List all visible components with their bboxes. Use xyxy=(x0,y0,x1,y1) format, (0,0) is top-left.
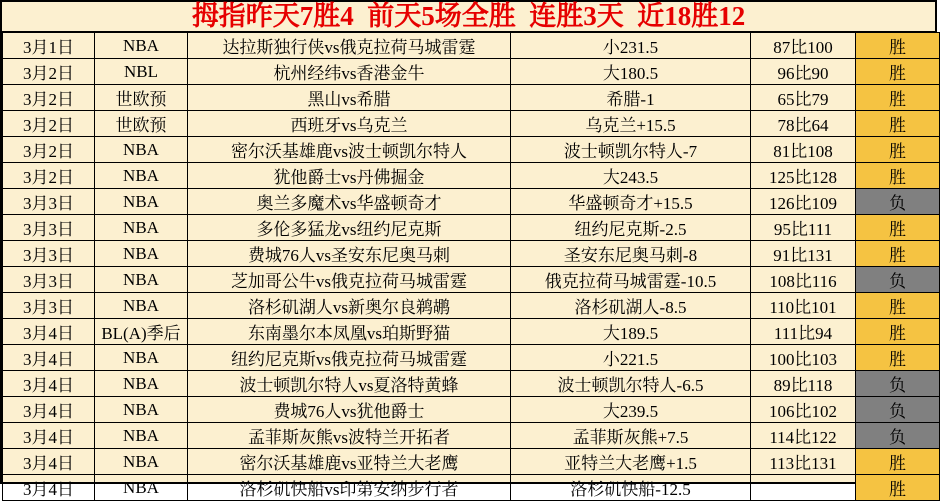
cell-league: NBA xyxy=(95,215,188,241)
cell-date: 3月3日 xyxy=(3,215,95,241)
table-row xyxy=(3,33,940,59)
cell-bet: 圣安东尼奥马刺-8 xyxy=(511,241,751,267)
page-title: 拇指昨天7胜4 前天5场全胜 连胜3天 近18胜12 xyxy=(2,2,935,32)
cell-score: 114比122 xyxy=(751,423,856,449)
cell-league: BL(A)季后 xyxy=(95,319,188,345)
table-row xyxy=(3,189,940,215)
cell-match: 纽约尼克斯vs俄克拉荷马城雷霆 xyxy=(188,345,511,371)
cell-league: 世欧预 xyxy=(95,111,188,137)
table-row xyxy=(3,371,940,397)
cell-match: 波士顿凯尔特人vs夏洛特黄蜂 xyxy=(188,371,511,397)
table-row xyxy=(3,397,940,423)
cell-result: 负 xyxy=(856,423,940,449)
cell-score: 95比111 xyxy=(751,215,856,241)
cell-score: 108比116 xyxy=(751,267,856,293)
cell-score: 125比128 xyxy=(751,163,856,189)
cell-bet: 洛杉矶快船-12.5 xyxy=(511,475,751,501)
table-row xyxy=(3,85,940,111)
cell-date: 3月3日 xyxy=(3,293,95,319)
cell-league: NBA xyxy=(95,137,188,163)
cell-league: NBA xyxy=(95,449,188,475)
cell-league: NBA xyxy=(95,267,188,293)
cell-bet: 波士顿凯尔特人-7 xyxy=(511,137,751,163)
cell-match: 东南墨尔本凤凰vs珀斯野猫 xyxy=(188,319,511,345)
cell-result: 胜 xyxy=(856,59,940,85)
cell-result: 胜 xyxy=(856,215,940,241)
table-row xyxy=(3,215,940,241)
cell-score: 81比108 xyxy=(751,137,856,163)
cell-score: 126比109 xyxy=(751,189,856,215)
cell-date: 3月1日 xyxy=(3,33,95,59)
cell-date: 3月4日 xyxy=(3,319,95,345)
table-row xyxy=(3,163,940,189)
cell-league: NBA xyxy=(95,241,188,267)
cell-result: 胜 xyxy=(856,293,940,319)
cell-date: 3月4日 xyxy=(3,449,95,475)
cell-bet: 小221.5 xyxy=(511,345,751,371)
cell-result: 负 xyxy=(856,397,940,423)
cell-date: 3月2日 xyxy=(3,111,95,137)
cell-date: 3月2日 xyxy=(3,137,95,163)
cell-bet: 波士顿凯尔特人-6.5 xyxy=(511,371,751,397)
cell-date: 3月3日 xyxy=(3,189,95,215)
cell-match: 密尔沃基雄鹿vs波士顿凯尔特人 xyxy=(188,137,511,163)
cell-score: 113比131 xyxy=(751,449,856,475)
cell-match: 奥兰多魔术vs华盛顿奇才 xyxy=(188,189,511,215)
table-row xyxy=(3,475,940,501)
cell-score: 78比64 xyxy=(751,111,856,137)
cell-score: 87比100 xyxy=(751,33,856,59)
table-row xyxy=(3,111,940,137)
cell-result: 负 xyxy=(856,371,940,397)
table-row xyxy=(3,137,940,163)
cell-match: 杭州经纬vs香港金牛 xyxy=(188,59,511,85)
cell-bet: 华盛顿奇才+15.5 xyxy=(511,189,751,215)
table-row xyxy=(3,59,940,85)
results-table xyxy=(2,32,940,501)
cell-result: 胜 xyxy=(856,345,940,371)
cell-result: 胜 xyxy=(856,475,940,501)
cell-league: NBA xyxy=(95,293,188,319)
cell-bet: 乌克兰+15.5 xyxy=(511,111,751,137)
cell-bet: 小231.5 xyxy=(511,33,751,59)
cell-match: 芝加哥公牛vs俄克拉荷马城雷霆 xyxy=(188,267,511,293)
cell-bet: 俄克拉荷马城雷霆-10.5 xyxy=(511,267,751,293)
cell-result: 胜 xyxy=(856,33,940,59)
cell-score: 106比102 xyxy=(751,397,856,423)
cell-bet: 洛杉矶湖人-8.5 xyxy=(511,293,751,319)
table-row xyxy=(3,241,940,267)
cell-date: 3月2日 xyxy=(3,59,95,85)
cell-date: 3月3日 xyxy=(3,267,95,293)
cell-bet: 孟菲斯灰熊+7.5 xyxy=(511,423,751,449)
cell-date: 3月3日 xyxy=(3,241,95,267)
results-table-body xyxy=(3,33,940,501)
cell-match: 费城76人vs圣安东尼奥马刺 xyxy=(188,241,511,267)
cell-match: 洛杉矶快船vs印第安纳步行者 xyxy=(188,475,511,501)
cell-result: 胜 xyxy=(856,163,940,189)
table-row xyxy=(3,293,940,319)
cell-result: 负 xyxy=(856,189,940,215)
cell-match: 费城76人vs犹他爵士 xyxy=(188,397,511,423)
table-row xyxy=(3,267,940,293)
cell-score: 96比90 xyxy=(751,59,856,85)
cell-league: NBA xyxy=(95,397,188,423)
cell-bet: 大243.5 xyxy=(511,163,751,189)
cell-match: 黑山vs希腊 xyxy=(188,85,511,111)
cell-date: 3月4日 xyxy=(3,345,95,371)
cell-result: 胜 xyxy=(856,241,940,267)
cell-score: 100比103 xyxy=(751,345,856,371)
cell-result: 胜 xyxy=(856,319,940,345)
cell-league: NBA xyxy=(95,475,188,501)
cell-league: NBA xyxy=(95,189,188,215)
cell-bet: 希腊-1 xyxy=(511,85,751,111)
cell-league: NBA xyxy=(95,345,188,371)
cell-result: 胜 xyxy=(856,111,940,137)
cell-league: 世欧预 xyxy=(95,85,188,111)
cell-score: 65比79 xyxy=(751,85,856,111)
cell-result: 负 xyxy=(856,267,940,293)
cell-league: NBA xyxy=(95,423,188,449)
cell-date: 3月2日 xyxy=(3,163,95,189)
cell-match: 西班牙vs乌克兰 xyxy=(188,111,511,137)
cell-date: 3月4日 xyxy=(3,423,95,449)
cell-bet: 大180.5 xyxy=(511,59,751,85)
cell-league: NBA xyxy=(95,33,188,59)
cell-score: 89比118 xyxy=(751,371,856,397)
table-row xyxy=(3,345,940,371)
cell-date: 3月4日 xyxy=(3,475,95,501)
cell-league: NBA xyxy=(95,163,188,189)
cell-match: 密尔沃基雄鹿vs亚特兰大老鹰 xyxy=(188,449,511,475)
cell-date: 3月2日 xyxy=(3,85,95,111)
cell-result: 胜 xyxy=(856,85,940,111)
cell-bet: 大189.5 xyxy=(511,319,751,345)
cell-date: 3月4日 xyxy=(3,371,95,397)
cell-score: 111比94 xyxy=(751,319,856,345)
cell-league: NBA xyxy=(95,371,188,397)
cell-match: 多伦多猛龙vs纽约尼克斯 xyxy=(188,215,511,241)
cell-date: 3月4日 xyxy=(3,397,95,423)
table-row xyxy=(3,423,940,449)
table-row xyxy=(3,449,940,475)
cell-match: 犹他爵士vs丹佛掘金 xyxy=(188,163,511,189)
cell-league: NBL xyxy=(95,59,188,85)
cell-bet: 亚特兰大老鹰+1.5 xyxy=(511,449,751,475)
cell-score xyxy=(751,475,856,501)
cell-bet: 大239.5 xyxy=(511,397,751,423)
table-row xyxy=(3,319,940,345)
cell-score: 110比101 xyxy=(751,293,856,319)
cell-match: 孟菲斯灰熊vs波特兰开拓者 xyxy=(188,423,511,449)
cell-score: 91比131 xyxy=(751,241,856,267)
cell-result: 胜 xyxy=(856,137,940,163)
cell-match: 达拉斯独行侠vs俄克拉荷马城雷霆 xyxy=(188,33,511,59)
cell-match: 洛杉矶湖人vs新奥尔良鹈鹕 xyxy=(188,293,511,319)
cell-result: 胜 xyxy=(856,449,940,475)
cell-bet: 纽约尼克斯-2.5 xyxy=(511,215,751,241)
